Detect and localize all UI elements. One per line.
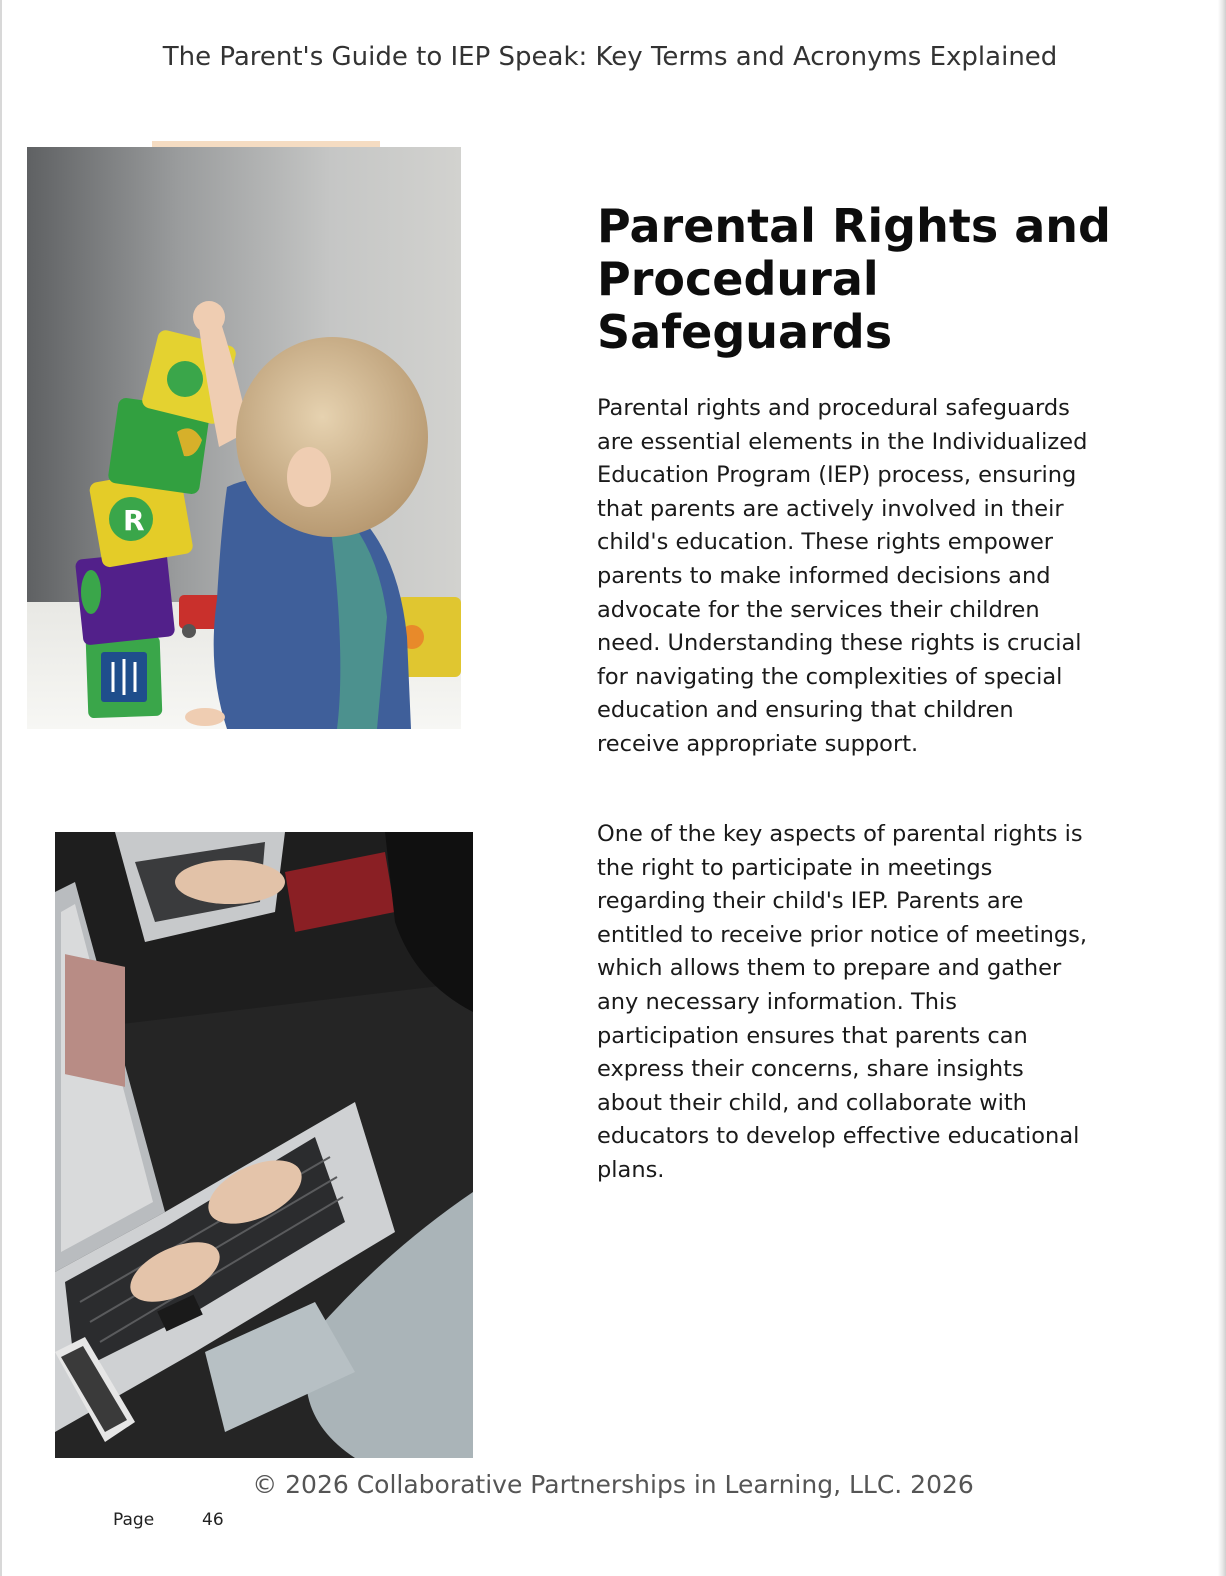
page-label: Page [113, 1510, 155, 1530]
page-edge-right [1218, 0, 1226, 1576]
body-paragraph-1: Parental rights and procedural safeguards are essential elements in the Individualized Education Program (IEP) process, ensuring that parents are actively involved in their child's education. These rights empower parents to make informed decisions and advocate for the services their children need. Understanding these rights is crucial for navigating the complexities of special education and ensuring that children receive appropriate support. [597, 395, 1088, 757]
body-paragraph-2: One of the key aspects of parental rights is the right to participate in meetings regarding their child's IEP. Parents are entitled to receive prior notice of meetings, which allows them to prepare and gather any necessary information. This participation ensures that parents can express their concerns, share insights about their child, and collaborate with educators to develop effective educational plans. [597, 821, 1087, 1183]
page-number: 46 [202, 1510, 224, 1530]
photo-toddler-blocks [27, 147, 461, 729]
svg-text:R: R [123, 504, 145, 537]
toddler-blocks-illustration [27, 147, 461, 729]
page-edge-left [0, 0, 2, 1576]
section-title: Parental Rights and Procedural Safeguards [597, 199, 1111, 359]
laptops-illustration [55, 832, 473, 1458]
footer-copyright: © 2026 Collaborative Partnerships in Learning, LLC. 2026 [252, 1470, 974, 1499]
photo-laptops [55, 832, 473, 1458]
running-header: The Parent's Guide to IEP Speak: Key Terms and Acronyms Explained [162, 42, 1058, 72]
